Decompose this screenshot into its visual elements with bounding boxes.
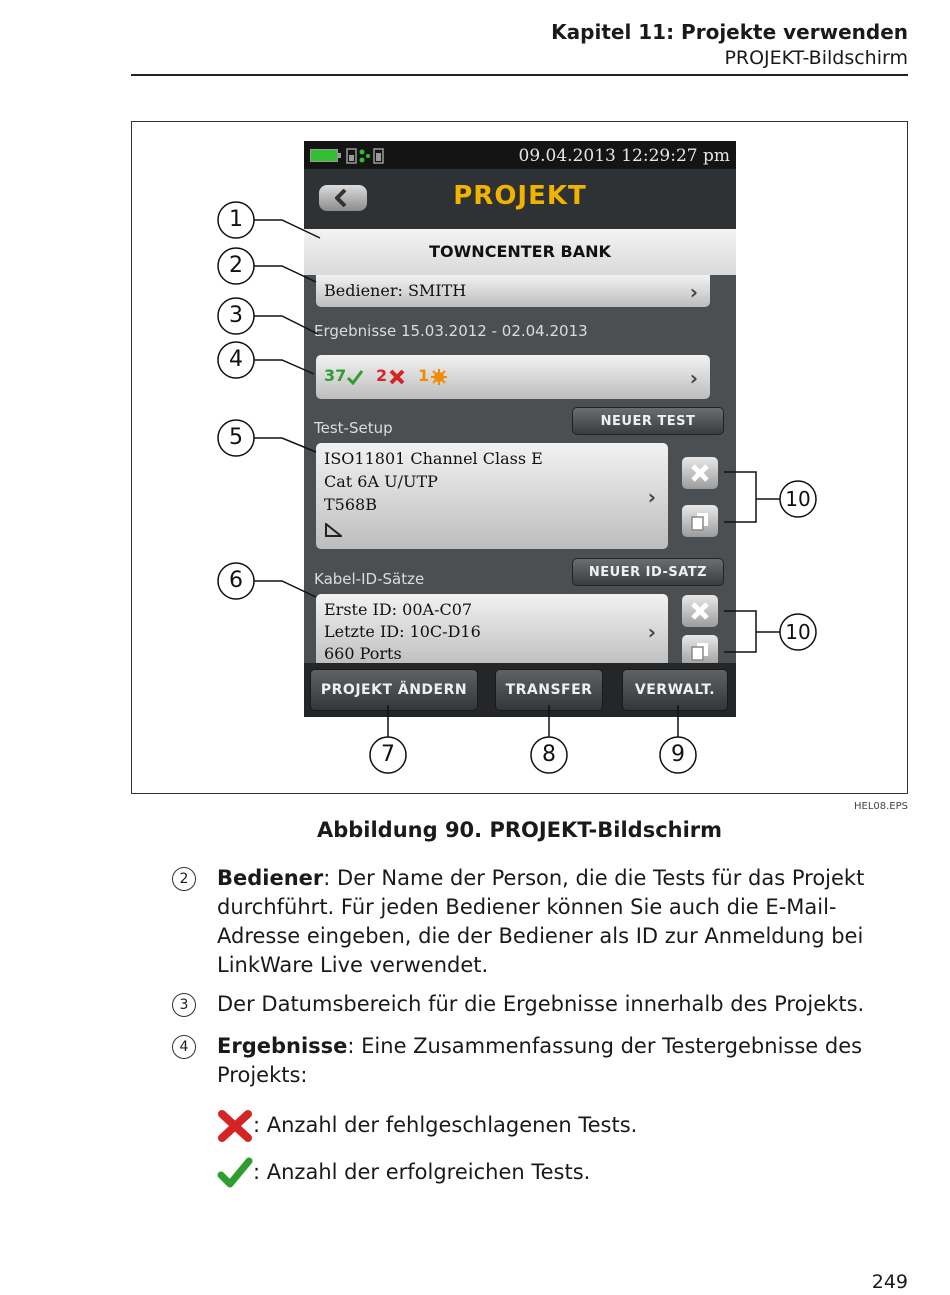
test-setup-line: ISO11801 Channel Class E xyxy=(324,449,543,468)
new-id-set-button[interactable]: NEUER ID-SATZ xyxy=(572,558,724,586)
test-setup-label: Test-Setup xyxy=(314,419,393,437)
change-project-button[interactable]: PROJEKT ÄNDERN xyxy=(310,669,478,711)
page-number: 249 xyxy=(871,1271,908,1293)
datetime: 09.04.2013 12:29:27 pm xyxy=(518,146,730,166)
test-setup-line: Cat 6A U/UTP xyxy=(324,472,438,491)
figure-file-ref: HEL08.EPS xyxy=(853,801,908,812)
legend-pass-text: : Anzahl der erfolgreichen Tests. xyxy=(253,1160,591,1184)
warn-count: 1 xyxy=(418,366,430,385)
chevron-right-icon: › xyxy=(689,280,698,304)
item-number: 3 xyxy=(172,993,196,1017)
cable-id-line: 660 Ports xyxy=(324,644,402,663)
callout-number: 10 xyxy=(785,487,811,511)
list-item xyxy=(172,990,890,1022)
new-test-button[interactable]: NEUER TEST xyxy=(572,407,724,435)
item-term: Bediener xyxy=(217,866,324,890)
test-setup-line: T568B xyxy=(324,495,377,514)
item-text: : Eine Zusammenfassung der Testergebnisse des Projekts: xyxy=(217,1034,863,1087)
results-date-label: Ergebnisse 15.03.2012 - 02.04.2013 xyxy=(314,322,588,340)
item-number: 4 xyxy=(172,1035,196,1059)
item-number: 2 xyxy=(172,867,196,891)
project-name-bar: TOWNCENTER BANK xyxy=(304,229,736,275)
item-text: : Der Name der Person, die die Tests für das Projekt durchführt. Für jeden Bediener können Sie auch die E-Mail-Adresse eingeben, die der Bediener als ID zur Anmeldung bei LinkWare Live verwendet. xyxy=(217,866,865,977)
section-title: PROJEKT-Bildschirm xyxy=(724,47,908,69)
legend-pass xyxy=(217,1157,590,1189)
item-text: Der Datumsbereich für die Ergebnisse innerhalb des Projekts. xyxy=(217,992,865,1016)
callout-number: 8 xyxy=(542,742,556,767)
callout-number: 2 xyxy=(229,253,243,278)
item-term: Ergebnisse xyxy=(217,1034,348,1058)
callout-number: 1 xyxy=(229,207,243,232)
cable-id-label: Kabel-ID-Sätze xyxy=(314,570,425,588)
chevron-right-icon: › xyxy=(647,620,656,644)
list-item xyxy=(172,864,890,982)
operator-label: Bediener: SMITH xyxy=(324,281,467,300)
chevron-right-icon: › xyxy=(689,366,698,390)
legend-fail-text: : Anzahl der fehlgeschlagenen Tests. xyxy=(253,1113,638,1137)
screen-title: PROJEKT xyxy=(453,181,587,211)
cable-id-line: Letzte ID: 10C-D16 xyxy=(324,622,481,641)
fail-count: 2 xyxy=(376,366,388,385)
check-icon xyxy=(217,1157,253,1189)
callout-number: 7 xyxy=(381,742,395,767)
figure-caption: Abbildung 90. PROJEKT-Bildschirm xyxy=(316,818,723,842)
pass-count: 37 xyxy=(324,366,347,385)
chapter-title: Kapitel 11: Projekte verwenden xyxy=(551,20,908,44)
fail-x-icon xyxy=(217,1110,253,1142)
callout-number: 4 xyxy=(229,347,243,372)
list-item xyxy=(172,1032,890,1092)
callout-number: 10 xyxy=(785,620,811,644)
callout-number: 9 xyxy=(671,742,685,767)
callout-number: 6 xyxy=(229,568,243,593)
manage-button[interactable]: VERWALT. xyxy=(622,669,728,711)
chevron-right-icon: › xyxy=(647,485,656,509)
callout-number: 5 xyxy=(229,425,243,450)
callout-number: 3 xyxy=(229,303,243,328)
cable-id-line: Erste ID: 00A-C07 xyxy=(324,600,473,619)
transfer-button[interactable]: TRANSFER xyxy=(495,669,603,711)
legend-fail xyxy=(217,1110,637,1142)
